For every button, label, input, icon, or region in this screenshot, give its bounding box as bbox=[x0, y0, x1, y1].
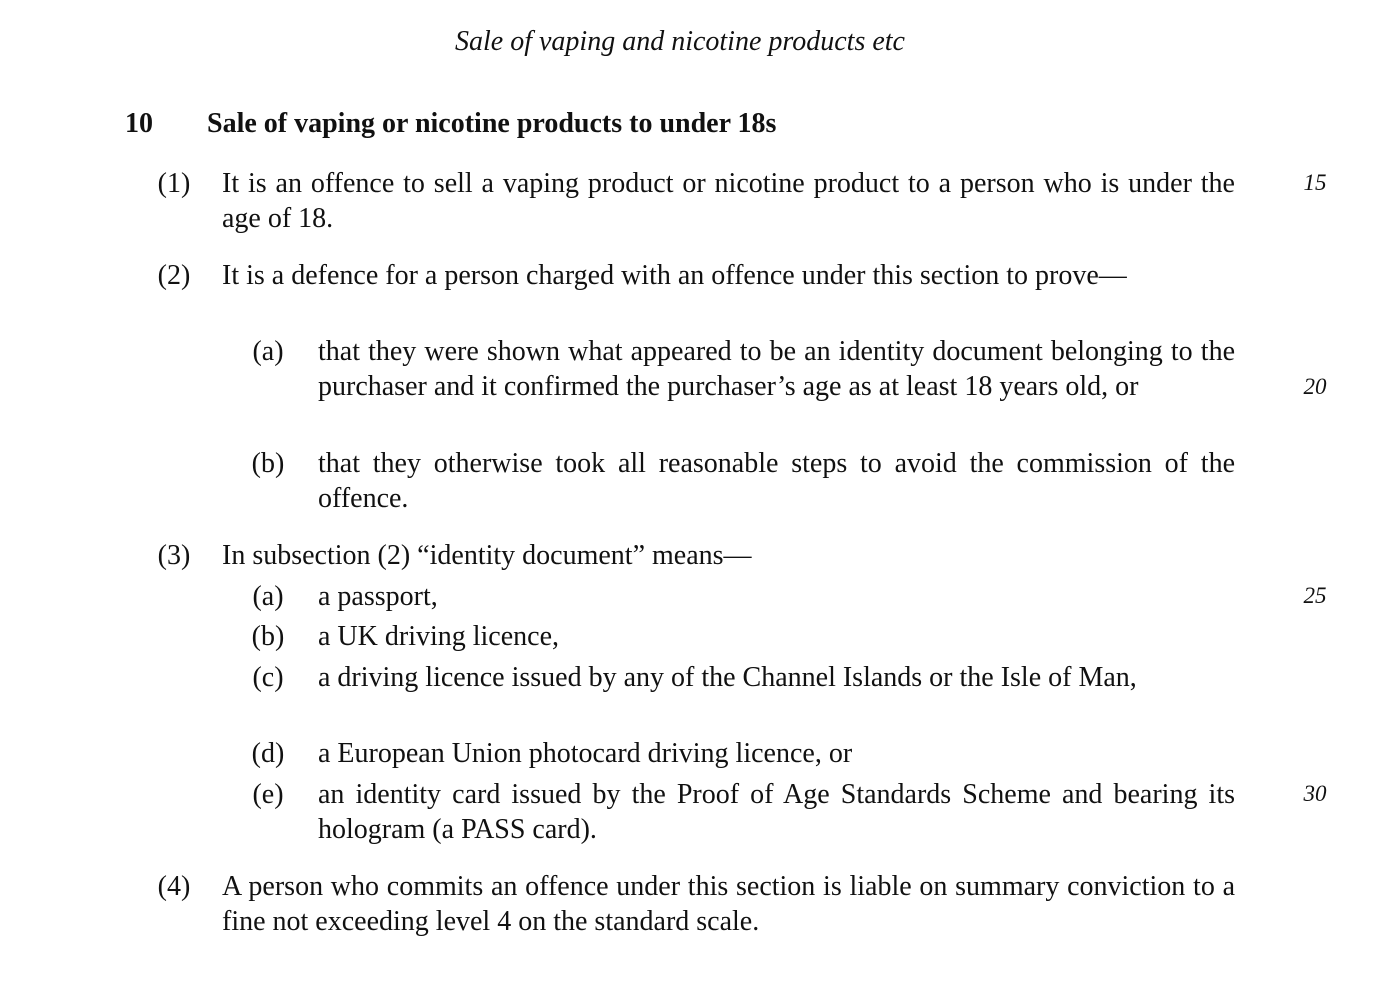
line-number: 25 bbox=[1303, 583, 1327, 608]
subsection-3 bbox=[150, 538, 1235, 573]
subsection-text: In subsection (2) “identity document” means— bbox=[222, 540, 752, 571]
paragraph-label: (d) bbox=[251, 738, 285, 769]
paragraph-text: a driving licence issued by any of the Channel Islands or the Isle of Man, bbox=[318, 662, 1137, 693]
subsection-1 bbox=[150, 166, 1235, 236]
subsection-label: (1) bbox=[157, 168, 191, 199]
subsection-label: (4) bbox=[157, 871, 191, 902]
section-heading bbox=[125, 108, 776, 140]
subsection-2 bbox=[150, 258, 1235, 293]
paragraph-label: (c) bbox=[252, 662, 284, 693]
paragraph-label: (a) bbox=[252, 336, 284, 367]
paragraph-2b bbox=[240, 446, 1235, 516]
subsection-text: It is an offence to sell a vaping product or nicotine product to a person who is under the age of 18. bbox=[222, 168, 1235, 234]
paragraph-text: a passport, bbox=[318, 581, 438, 612]
paragraph-3e bbox=[240, 777, 1235, 847]
paragraph-text: a UK driving licence, bbox=[318, 621, 560, 652]
line-number: 30 bbox=[1303, 781, 1327, 806]
subsection-text: It is a defence for a person charged with an offence under this section to prove— bbox=[222, 260, 1127, 291]
paragraph-label: (b) bbox=[251, 448, 285, 479]
subsection-4 bbox=[150, 869, 1235, 939]
running-head: Sale of vaping and nicotine products etc bbox=[455, 26, 905, 57]
section-number: 10 bbox=[125, 108, 153, 139]
paragraph-3a bbox=[240, 579, 1235, 614]
paragraph-text: a European Union photocard driving licence, or bbox=[318, 738, 853, 769]
section-title: Sale of vaping or nicotine products to under 18s bbox=[207, 108, 777, 139]
paragraph-3c bbox=[240, 660, 1235, 695]
paragraph-3b bbox=[240, 619, 1235, 654]
paragraph-2a bbox=[240, 334, 1235, 404]
paragraph-text: that they otherwise took all reasonable steps to avoid the commission of the offence. bbox=[318, 448, 1235, 514]
subsection-label: (3) bbox=[157, 540, 191, 571]
paragraph-text: an identity card issued by the Proof of Age Standards Scheme and bearing its hologram (a PASS card). bbox=[318, 779, 1235, 845]
line-number: 20 bbox=[1303, 374, 1327, 399]
paragraph-3d bbox=[240, 736, 1235, 771]
line-number: 15 bbox=[1303, 170, 1327, 195]
paragraph-label: (b) bbox=[251, 621, 285, 652]
paragraph-label: (e) bbox=[252, 779, 284, 810]
paragraph-label: (a) bbox=[252, 581, 284, 612]
subsection-label: (2) bbox=[157, 260, 191, 291]
paragraph-text: that they were shown what appeared to be an identity document belonging to the purchaser and it confirmed the purchaser’s age as at least 18 years old, or bbox=[318, 336, 1235, 402]
subsection-text: A person who commits an offence under this section is liable on summary conviction to a fine not exceeding level 4 on the standard scale. bbox=[222, 871, 1235, 937]
